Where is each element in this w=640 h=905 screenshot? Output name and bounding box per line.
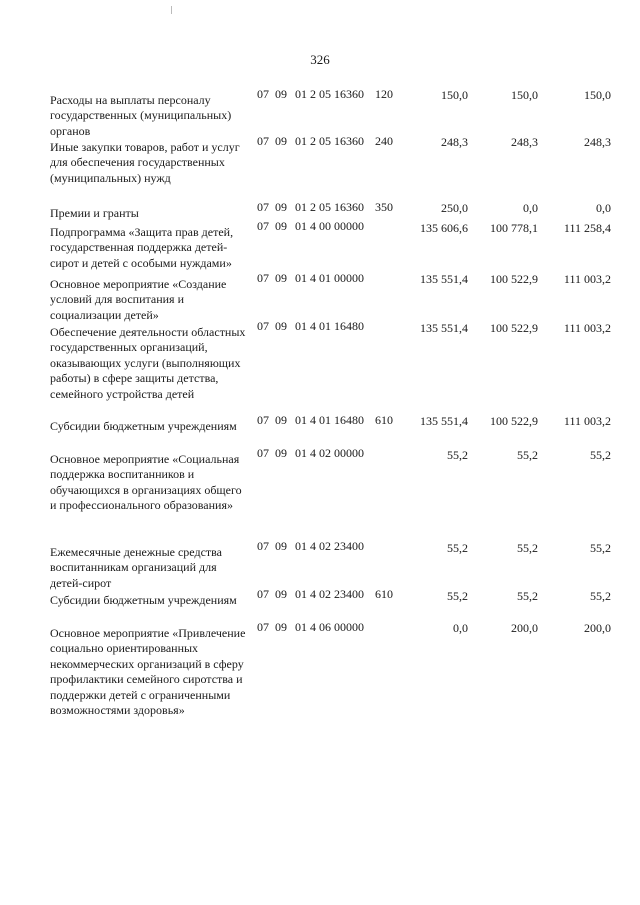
csr-code: 01 4 06 00000: [295, 620, 364, 634]
vr-code: 240: [375, 134, 393, 148]
csr-code: 01 4 02 00000: [295, 446, 364, 460]
csr-code: 01 4 01 16480: [295, 319, 364, 333]
item-name: Обеспечение деятельности областных государственных организаций, оказывающих услуги (выполняющих работы) в сфере защиты детства, семейного устройства детей: [50, 325, 246, 401]
amount-1: 250,0: [441, 201, 468, 215]
amount-2: 100 522,9: [490, 321, 538, 335]
amount-2: 100 778,1: [490, 221, 538, 235]
amount-3: 111 003,2: [563, 414, 611, 428]
csr-code: 01 4 02 23400: [295, 539, 364, 553]
rz-code: 07: [257, 219, 269, 233]
pr-code: 09: [275, 319, 287, 333]
item-name: Иные закупки товаров, работ и услуг для обеспечения государственных (муниципальных) нужд: [50, 140, 240, 185]
rz-code: 07: [257, 413, 269, 427]
rz-code: 07: [257, 271, 269, 285]
amount-3: 0,0: [596, 201, 611, 215]
rz-code: 07: [257, 446, 269, 460]
item-name: Ежемесячные денежные средства воспитанникам организаций для детей-сирот: [50, 545, 222, 590]
rz-code: 07: [257, 587, 269, 601]
amount-1: 248,3: [441, 135, 468, 149]
amount-3: 55,2: [590, 448, 611, 462]
amount-3: 200,0: [584, 621, 611, 635]
amount-1: 135 551,4: [420, 321, 468, 335]
csr-code: 01 4 01 16480: [295, 413, 364, 427]
page-number: 326: [310, 52, 330, 67]
amount-3: 55,2: [590, 589, 611, 603]
amount-2: 100 522,9: [490, 272, 538, 286]
vr-code: 610: [375, 587, 393, 601]
amount-3: 248,3: [584, 135, 611, 149]
amount-1: 55,2: [447, 589, 468, 603]
rz-code: 07: [257, 539, 269, 553]
rz-code: 07: [257, 87, 269, 101]
item-name: Подпрограмма «Защита прав детей, государственная поддержка детей-сирот и детей с особыми нуждами»: [50, 225, 234, 270]
amount-1: 55,2: [447, 541, 468, 555]
amount-2: 55,2: [517, 448, 538, 462]
amount-1: 0,0: [453, 621, 468, 635]
amount-1: 135 551,4: [420, 272, 468, 286]
amount-3: 111 003,2: [563, 321, 611, 335]
pr-code: 09: [275, 539, 287, 553]
amount-2: 100 522,9: [490, 414, 538, 428]
amount-2: 55,2: [517, 541, 538, 555]
csr-code: 01 2 05 16360: [295, 134, 364, 148]
amount-3: 55,2: [590, 541, 611, 555]
vr-code: 610: [375, 413, 393, 427]
amount-2: 150,0: [511, 88, 538, 102]
amount-2: 200,0: [511, 621, 538, 635]
amount-3: 150,0: [584, 88, 611, 102]
amount-1: 55,2: [447, 448, 468, 462]
csr-code: 01 4 02 23400: [295, 587, 364, 601]
rz-code: 07: [257, 620, 269, 634]
amount-3: 111 258,4: [563, 221, 611, 235]
item-name: Основное мероприятие «Привлечение социально ориентированных некоммерческих организаций в сферу профилактики семейного сиротства и поддержки детей с ограниченными возможностями здоровья»: [50, 626, 246, 718]
amount-2: 0,0: [523, 201, 538, 215]
pr-code: 09: [275, 587, 287, 601]
amount-2: 55,2: [517, 589, 538, 603]
item-name: Премии и гранты: [50, 206, 139, 220]
pr-code: 09: [275, 219, 287, 233]
pr-code: 09: [275, 271, 287, 285]
item-name: Основное мероприятие «Социальная поддержка воспитанников и обучающихся в организациях общего и профессионального образования»: [50, 452, 242, 513]
amount-3: 111 003,2: [563, 272, 611, 286]
pr-code: 09: [275, 620, 287, 634]
rz-code: 07: [257, 200, 269, 214]
pr-code: 09: [275, 134, 287, 148]
amount-1: 150,0: [441, 88, 468, 102]
amount-2: 248,3: [511, 135, 538, 149]
vr-code: 350: [375, 200, 393, 214]
rz-code: 07: [257, 319, 269, 333]
amount-1: 135 606,6: [420, 221, 468, 235]
pr-code: 09: [275, 87, 287, 101]
item-name: Расходы на выплаты персоналу государственных (муниципальных) органов: [50, 93, 232, 138]
amount-1: 135 551,4: [420, 414, 468, 428]
rz-code: 07: [257, 134, 269, 148]
csr-code: 01 4 01 00000: [295, 271, 364, 285]
csr-code: 01 2 05 16360: [295, 200, 364, 214]
csr-code: 01 2 05 16360: [295, 87, 364, 101]
pr-code: 09: [275, 413, 287, 427]
pr-code: 09: [275, 446, 287, 460]
pr-code: 09: [275, 200, 287, 214]
vr-code: 120: [375, 87, 393, 101]
item-name: Субсидии бюджетным учреждениям: [50, 593, 237, 607]
csr-code: 01 4 00 00000: [295, 219, 364, 233]
item-name: Субсидии бюджетным учреждениям: [50, 419, 237, 433]
item-name: Основное мероприятие «Создание условий для воспитания и социализации детей»: [50, 277, 227, 322]
